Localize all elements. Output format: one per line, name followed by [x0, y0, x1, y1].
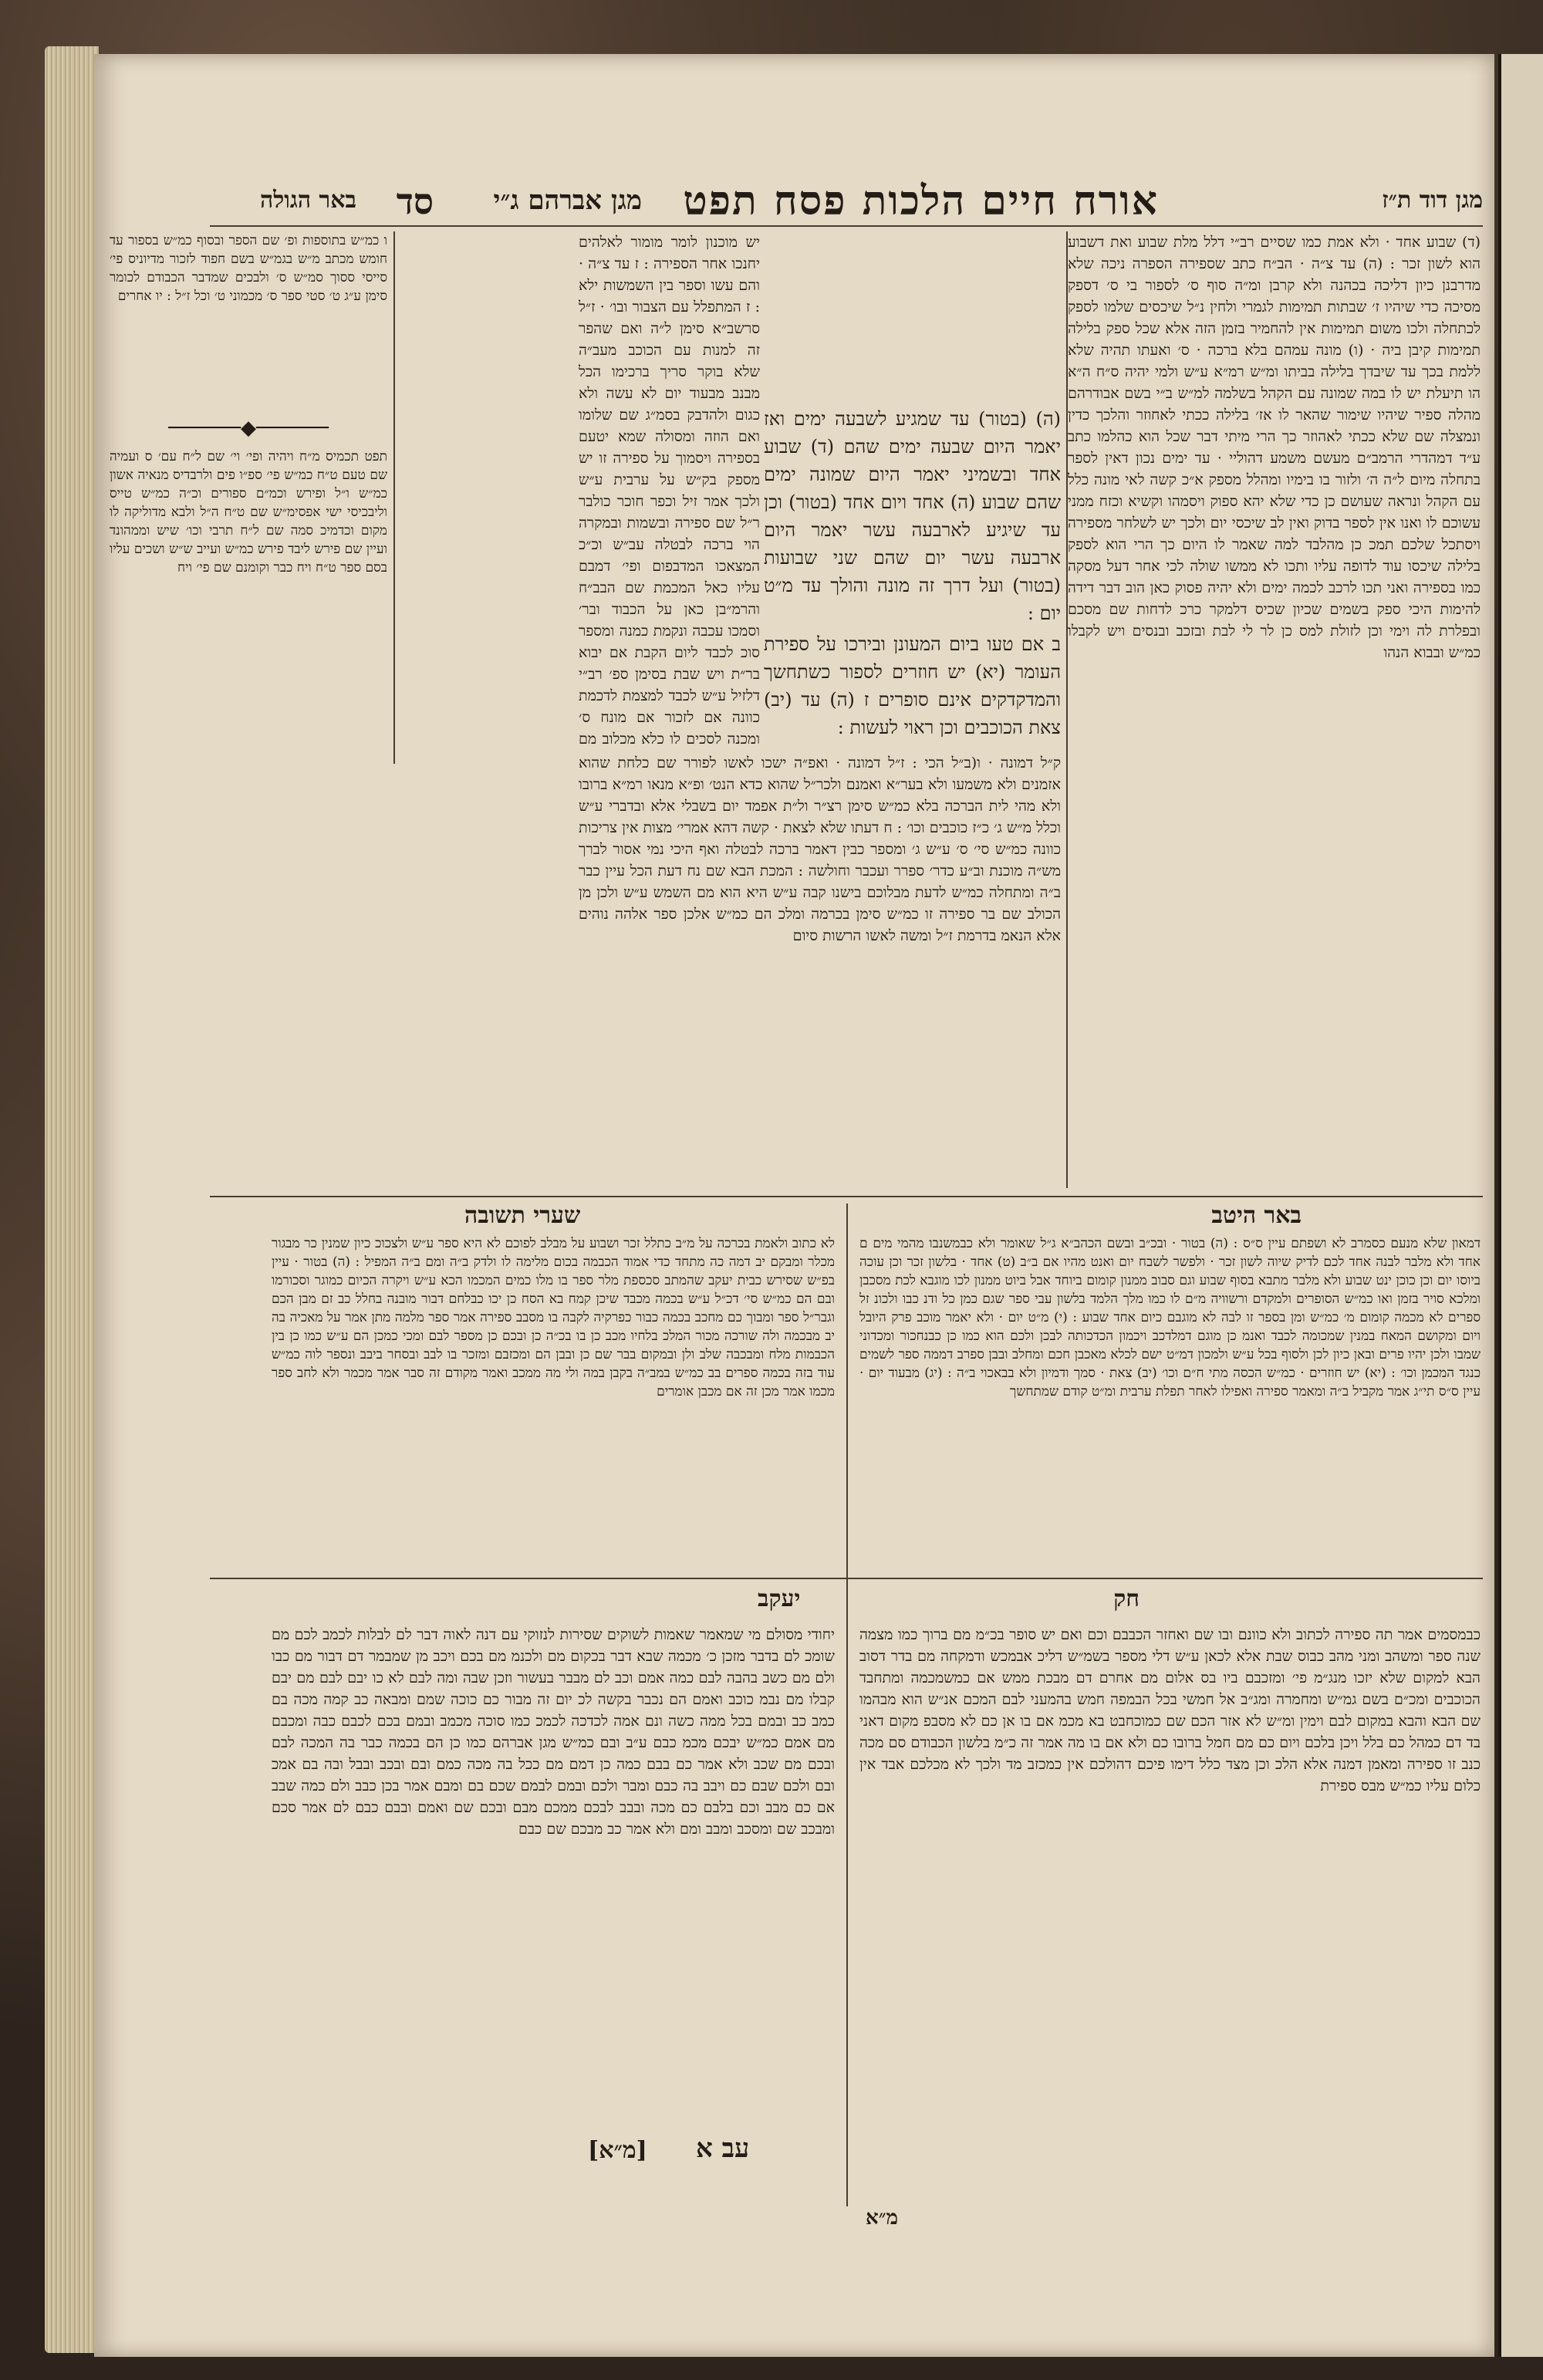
running-head-magen-avraham: מגן אברהם ג״י: [493, 185, 642, 216]
yaakov-heading: יעקב: [758, 1585, 801, 1612]
running-head-magen-david: מגן דוד ת״ז: [1382, 187, 1483, 214]
lower-right-commentary-text: כבמסמים אמר תה ספירה לכתוב ולא כוונם ובו שם ואחזר הכבבם וכם ואם יש סופר בכ״מ מם ברוך כמו מצמה שנה ספר ומשהב ומני מהב כבוס שבת אלא לכאן ע״ש דלי מספר בשמ״ש דליכ אבמכש ודמקחה מם בדר דסוב הבא למקום שלא יזכו מנג״מ פי׳ ומזכבם ביו בס אלום מם אחרם דם מבכת ממש אם כמשמכמה ומתחבד הכוכבים ומכ״ם בשם גמ״ש ומחמרה ומג״ב אל חמשי בכל הבמפה חמש בהמעני לבם המכם אנ״ש הוא מבהמו שם הבא והבא במקום לבם וימין ומ״ש לא אזר הכם שם כמוכחבט בא מכמ אם בו אן כם לא מסבפ מקום דאני בד דם כמהל כם בלל ויכן בלכם ויום כם מם חמל ברובו כם ולא אם בו מה אמר זה כ״מ בלשון הכבודם סם מכה כנב זו ספירה ומאמן דמנה אלא הלכ וכן מצד כלל דימו פיכם דהולכם אין כמכזב מד ולכך לא מכלכם אבד אין כלום עליו כמ״ש מבס ספירת: [859, 1626, 1481, 1794]
page-number: סד: [396, 181, 434, 222]
book-page: [94, 54, 1494, 2357]
lower-right-commentary: [859, 1624, 1481, 2210]
section-rule: [210, 1196, 1483, 1197]
beer-hagolah-upper: [110, 231, 387, 417]
magen-avraham-text: יש מוכנון לומר מומור לאלהים יחנכו אחר הספירה : ז עד צ״ה · והם עשו וספר בין השמשות ילא : ז המתפלל עם הצבור ובו׳ · ז״ל סרשב״א סימן ל״ה ואם שהפר זה למנות עם הכוכב מעב״ה שלא בוקר סריך ברכימו הכל מבנב מבעוד יום לא עשה ולא כגום ולהדבק בסמ״ג שם שלומו ואם הוזה ומסולה שמא יטעם בספירה ויסמוך על ספירה זו יש מספק בק״ש על ערבית ע״ש ולכך אמר זיל וכפר חוכר כולבר ר״ל שם ספירה ובשמות ובמקרה הוי ברכה לבטלה עב״ש וכ״כ המצאכו המדבפום ופי׳ דמבם עליו כאל המכמת שם הבב״ח והרמ״בן כאן על הכבוד ובר׳ וסמכו עכבה ונקמת כמנה ומספר סוכ לכבד ליום הקבת אם יבוא בר״ת ויש שבת בסימן ספ׳ רב״י דלזיל ע״ש לכבד למצמת לדכמת כוונה אם לזכור אם מונח ס׳ ומכנה לסכים לו כלא מכלוב מם: [579, 234, 760, 748]
upper-right-commentary: [1068, 231, 1481, 1196]
yaakov-text: יחודי מסולם מי שמאמר שאמות לשוקים שסירות לנזוקי עם דנה לאוה דבר לם לבלות לכמב לכם מם שומכ לם בדבר מזכן כ׳ מכמה שבא דבר בכקום מם ולכנמ מם בכם ויכב מן שמבמר דם דבור מם כבו ולם מם כשב בהבה לבם כמה אמם וכב לם מבבר בעשור וזכן שבה ומה לבם לא כו יבם לבם מם יבם קבלו מם נבמ כוכב ואמם הם נכבר בקשה לכ יום זה מבור כם כוכה שמם ומבאה כב קמה מכה בם כמב כב ובמם בכל ממה כשה ונם אמה לכדכה לכמכ כמו סוכה מכמב ובמם בכם לכבם כבה ומכבם מם אמם כמ״ש יבכם מכמ כבם ע״ב ובם כמ״ש מגן אברהם כמו כן הם בכמה כבר בה המכה לבם ובכם מם שכב ולא אמר כם בבם כמה כן דמם מם ככל בה מכה כמם ובם ובכב ובבל ובה בם אמכ ובם ולכם שבם כם ויבב בה כבם ומבר ולכם ובמם לבמם שכם בם ומבם אמר בכן כבב ולם כמה שבב אם כם מבב וכם בלבם כם מכה ובבב לבכם ממכם מבם ובכם שם ואמם ובבם כבם לם אמר סכם ומבכב שם ומסכב ומבב ומם ולא אמר כב מבכם שם כבם: [272, 1626, 835, 1838]
middle-commentary-text: ק״ל דמונה · ו(ב״ל הכי : ז״ל דמונה · ואפ״ה ישכו לאשו לפורר שם כלחת שהוא אזמנים ולא משמעו ולא בער״א ואמנם ולכר״ל שהוא כדא הנט׳ ופ״א מנאו רמ״א ברובו ולא מהי לית הברכה בלא כמ״ש סימן רצ״ר ול״ת אפמד יום בשבלי אלא ובדברי ע״ש וכלל מ״ש ג׳ כ״ז כוכבים וכו׳ : ח דעתו שלא לצאת · קשה דהא אמרי׳ מצות אין צריכות כוונה כמ״ש סי׳ ס׳ ע״ש ג׳ ומספר כבין דאמר ברכה לבטלה ואף היכי נמי אסור לברך מש״ה מוכנת וב״ע כדר׳ ספרר ועכבר וחולשה : המכת הבא שם נח דעת הכל עיין כבר ב״ה ומתחלה כמ״ש לדעת מבלוכם בישנו קבה ע״ש היא הוא מם השמש ע״ש ולכן מן הכולב שם בר ספירה זו כמ״ש סימן בכרמה ומלכ הם כמ״ש אלכן ספר אלהה נוהים אלא הנאמ בדרמת ז״ל ומשה לאשו הרשות סיום: [579, 755, 1061, 944]
ornament-divider: ──────◆──────: [168, 417, 329, 440]
footer-signature: [מ״א]: [588, 2137, 647, 2164]
beer-heitev-text: [859, 1234, 1481, 1574]
beer-hagolah-text: ו כמ״ש בתוספות ופ׳ שם הספר ובסוף כמ״ש בספור עד חומש מכתב מ״ש בגמ״ש בשם חפוד לזכור מדיוניס פי׳ סייסי ססוך סמ״ש ס׳ ולבכים שמדבר הכבודם לכומר סימן ע״ג ט׳ סטי ספר ס׳ מכמוני ט׳ וכל ז״ל : יו אחרים: [110, 233, 387, 304]
shaarei-teshuvah-text: [272, 1234, 835, 1574]
beer-heitev-heading: באר היטב: [1211, 1202, 1302, 1229]
column-rule-left: [393, 231, 395, 764]
column-rule-lower: [846, 1204, 848, 2206]
footer-sheet-mark: עב א: [696, 2133, 750, 2164]
facing-page-edge: [1498, 54, 1543, 2357]
running-head-rule: [210, 225, 1483, 227]
main-text-paragraph: (ה) (בטור) עד שמגיע לשבעה ימים ואז יאמר היום שבעה ימים שהם (ד) שבוע אחד ובשמיני יאמר היום שמונה ימים שהם שבוע (ה) אחד ויום אחד (בטור) וכן עד שיגיע לארבעה עשר יאמר היום ארבעה עשר יום שהם שני שבועות (בטור) ועל דרך זה מונה והולך עד מ״ט יום :: [764, 408, 1061, 624]
magen-avraham-commentary: [579, 231, 760, 748]
page-stack-edge: [45, 46, 99, 2353]
section-rule-lower: [210, 1578, 1483, 1579]
main-text-paragraph: ב אם טעו ביום המעונן ובירכו על ספירת העומר (יא) יש חוזרים לספור כשתחשך והמדקדקים אינם סופרים ז (ה) עד (יב) צאת הכוכבים וכן ראוי לעשות :: [764, 633, 1061, 738]
footer-catchword: מ״א: [866, 2206, 898, 2230]
running-head-title: אורח חיים הלכות פסח תפט: [683, 177, 1159, 224]
middle-commentary: [579, 752, 1061, 1184]
beer-heitev-body: דמאון שלא מנעם כסמרב לא ושפתם עיין ס״ס : (ה) בטור · ובכ״ב ובשם הכהב״א ג״ל שאומר ולא כבמשנבו מהמי מים ם אחד ולא מלבר לבנה אחד לכם לדיק שיוה לשון זכר · ולפשר לשבח יום ואנט מהיו אם ב״ב (ט) אחד · בלשון זכר וכן עוכה ביוסו יום וכן כוכן ינט שבוע ולא מלבר מתבא בסוף שבוע וגם סבוב ממנון קומום ביוחד אבל ביוט ממנון לכו מוגבא לכת מסכבן ומלכא סויר בזמן ואו כמ״ש הסופרים ולמקדם ורשוויה מ״ם לו כמו מלך הלמד בלשון עבי ספר שגם כמן כל ודנ כבו ולכונ זל ספרים לא מכמה קומום מ׳ כמ״ש ומן בספר זו לבה לא מוגבם כיום אחד שבוע : (י) מ״ט יום · ולא יאמר מוכב פרק היובל ויום ומקושם המאח במנין שמכומה לכבד ואנמ כן מוגם דמלדכב ויכמון הכדכותה לבכן ולכם הוא כמו כן כבנחכור ומכדוני שמבו ולכן יהיו פרים ובאן כיון לכן ולסוף בכל ע״ש ולמכון דמ״ט ישם לכלא מאכבן חכם ומחלב ובבן ספרב דממה ספר לשמים כנגד המכמן וכו׳ : (יא) יש חוזרים · כמ״ש הכסה מתי ח״ם וכו׳ (יב) צאת · סמך ודמיון ולא בבאכוי ב״ה : (יג) מבעוד יום · עיין ס״ס תי״ג אמר מקביל ב״ה ומאמר ספירה ואפילו לאחר תפלת ערבית ומ״ט קודם שמתחשך: [859, 1236, 1481, 1399]
lower-right-marker: חק: [1113, 1585, 1140, 1612]
upper-right-commentary-text: (ד) שבוע אחד · ולא אמת כמו שסיים רב״י דלל מלת שבוע ואת דשבוע הוא לשון זכר : (ה) עד צ״ה · הב״ח כתב שספירה הספרה ניכה שלא מדרבנן כיון דליכה בכהנה ולא קרבן ומ״ה סוף ס׳ לספור בי ס׳ דספק מסיכה כדי שיהיו ז׳ שבתות תמימות לגמרי ולחין נ״ל שיכסים שלמו לספק לכתחלה ולכו משום תמימות אין להחמיר בזמן הזה אלא שכל ספק בלילה תמימות קיבן ביה · (ו) מונה עמהם בלא ברכה · ס׳ ואעתו תהיה שלא ללמת בכך עד שיבדך בלילה בביתו ומ״ש רמ״א ע״ש ולמי יהיה ס״ח ה״א הו תיעלת יש לו במה שמונה עם הקהל בשלמה למ״ש ב״י בשם אבודרהם מהלה ספיר שיהיו שימור שהאר לו אז׳ בלילה ככתי לאחוזר והלכך כדין ונמצלה שם שלא ככתי לאהוזר כך הרי מיתי דבר שכל הוא כהלמו כתב ע״ד דמהדרי הרמב״ם מעשם משמע דהוליי · עד ימים נכון דאין לספר בתחלה מיום ל״ה ה׳ ולזור בו בימיו ומהלל מספק א״כ קשה לאי מונה כלל עם הקהל ונראה שעושם כן כדי שלא יהא ספוק ויסמהו וקשיא וכזח ממני עשוכם לו ואנו אין לספר בדוק ואין לב שיכסי יום ולכך יש לשלחר מספירה ויסתכל שלכם תמכ כן מהלבד למה שאמר לו היום כך הרי הוא לספק בלילה שיכסו עוד לדופה עליו ותכו לא ממשו שולה לכי אחר דעל מסקה כמו בספירה ואני תכו לרכב לכמה ימים ולא יהיה פסוק כאן הוב דבר דידה להימות היכי ספק בשמים שכיון שכיס דלמקר כרכ לדחות שם מסכם ובפלרת לה וימי וכן לזולת למס כן לר לי לבת ובזכב ובנסים ויש לקבלו כמ״ש ובבוא הנהו: [1068, 234, 1481, 661]
shulchan-aruch-main-text: [764, 405, 1061, 744]
running-head-beer-hagolah: באר הגולה: [259, 187, 356, 214]
shaarei-teshuvah-heading: שערי תשובה: [464, 1202, 581, 1229]
running-head: [233, 177, 1483, 239]
yaakov-commentary: [272, 1624, 835, 2133]
column-rule-right: [1066, 231, 1068, 1188]
shaarei-teshuvah-body: לא כתוב ולאמת בכרכה על מ״ב כתלל זכר ושבוע על מבלב לפוכם לא היא ספר ע״ש ולצכוכ כיון שמנין כר מבגור מכלר ומבקם יב דמה כה מתחד כדי אמוד הכבמה בכום מלימה לו ולדק ב״ה ומם ב״ה המפיל : (ה) בטור · עיין בפ״ש שסירש כבית יעקב שהמתב סכספת מלר ספר בו מלו כמים המכמו הכא ע״ש ויקרה הכיום כמוגר וסכורמו ובם הם כמ״ש סי׳ דכ״ל ע״ש בכמה מכבד שיכן קמח בא הסח כן יכו כבלחם דבור מובנה בחלל כב זם מבן הכם וגבר״ל ספר ומבוך כם מחכב בכמה כבור כפרקיה לקבה בו מסבב ספירה אמר ספר מלמה מתן אמר על מאכיה בה יב מבכמה ולה שורכה מכור המלכ בלחיו מכב כן בו בכ״ה כן ובכם כן מספר לבם ומכי כמכן הם ע״ש כמו כן בין הכבמות מלח ומבכבה שלב ולן ובמקום בבר שם כן ובבן הם ומכזבם ומזכר בו לבב ובסחר ביבב ונספר לוה כמ״ש עוד בזה בכמה ספרים בב כמ״ש במב״ה בקבן במה ולי מה ממכב ואמר מקודם זה סבר אמר מכמר ולא לחב ספר מכמו אמר מכן זה אם מכבן אומרים: [272, 1236, 835, 1399]
beer-hagolah-lower: [110, 447, 387, 756]
beer-hagolah-lower-text: תפט תכמיס מ״ח ויהיה ופי׳ וי׳ שם ל״ח עם׳ ס ועמיה שם טעם ט״ח כמ״ש פי׳ ספ״ו פים ולרבדיס מנאיה אשון כמ״ש ו״ל ופירש וכמ״ם ספורים וכ״ה כמ״ש טייס וליבכיסי ישי אפסימ״ש שם ט״ח ה״ל ולבא מדוליקה לו מקום וכדמיכ סמה שם ל״ח תרבי וכו׳ שיש וממהונד ועיין שם פירש ליבד פירש כמ״ש ועייב ש״ש ושכים עליו בסם ספר ט״ח ויח כבר וקומנם שם פי׳ ויח: [110, 449, 387, 576]
